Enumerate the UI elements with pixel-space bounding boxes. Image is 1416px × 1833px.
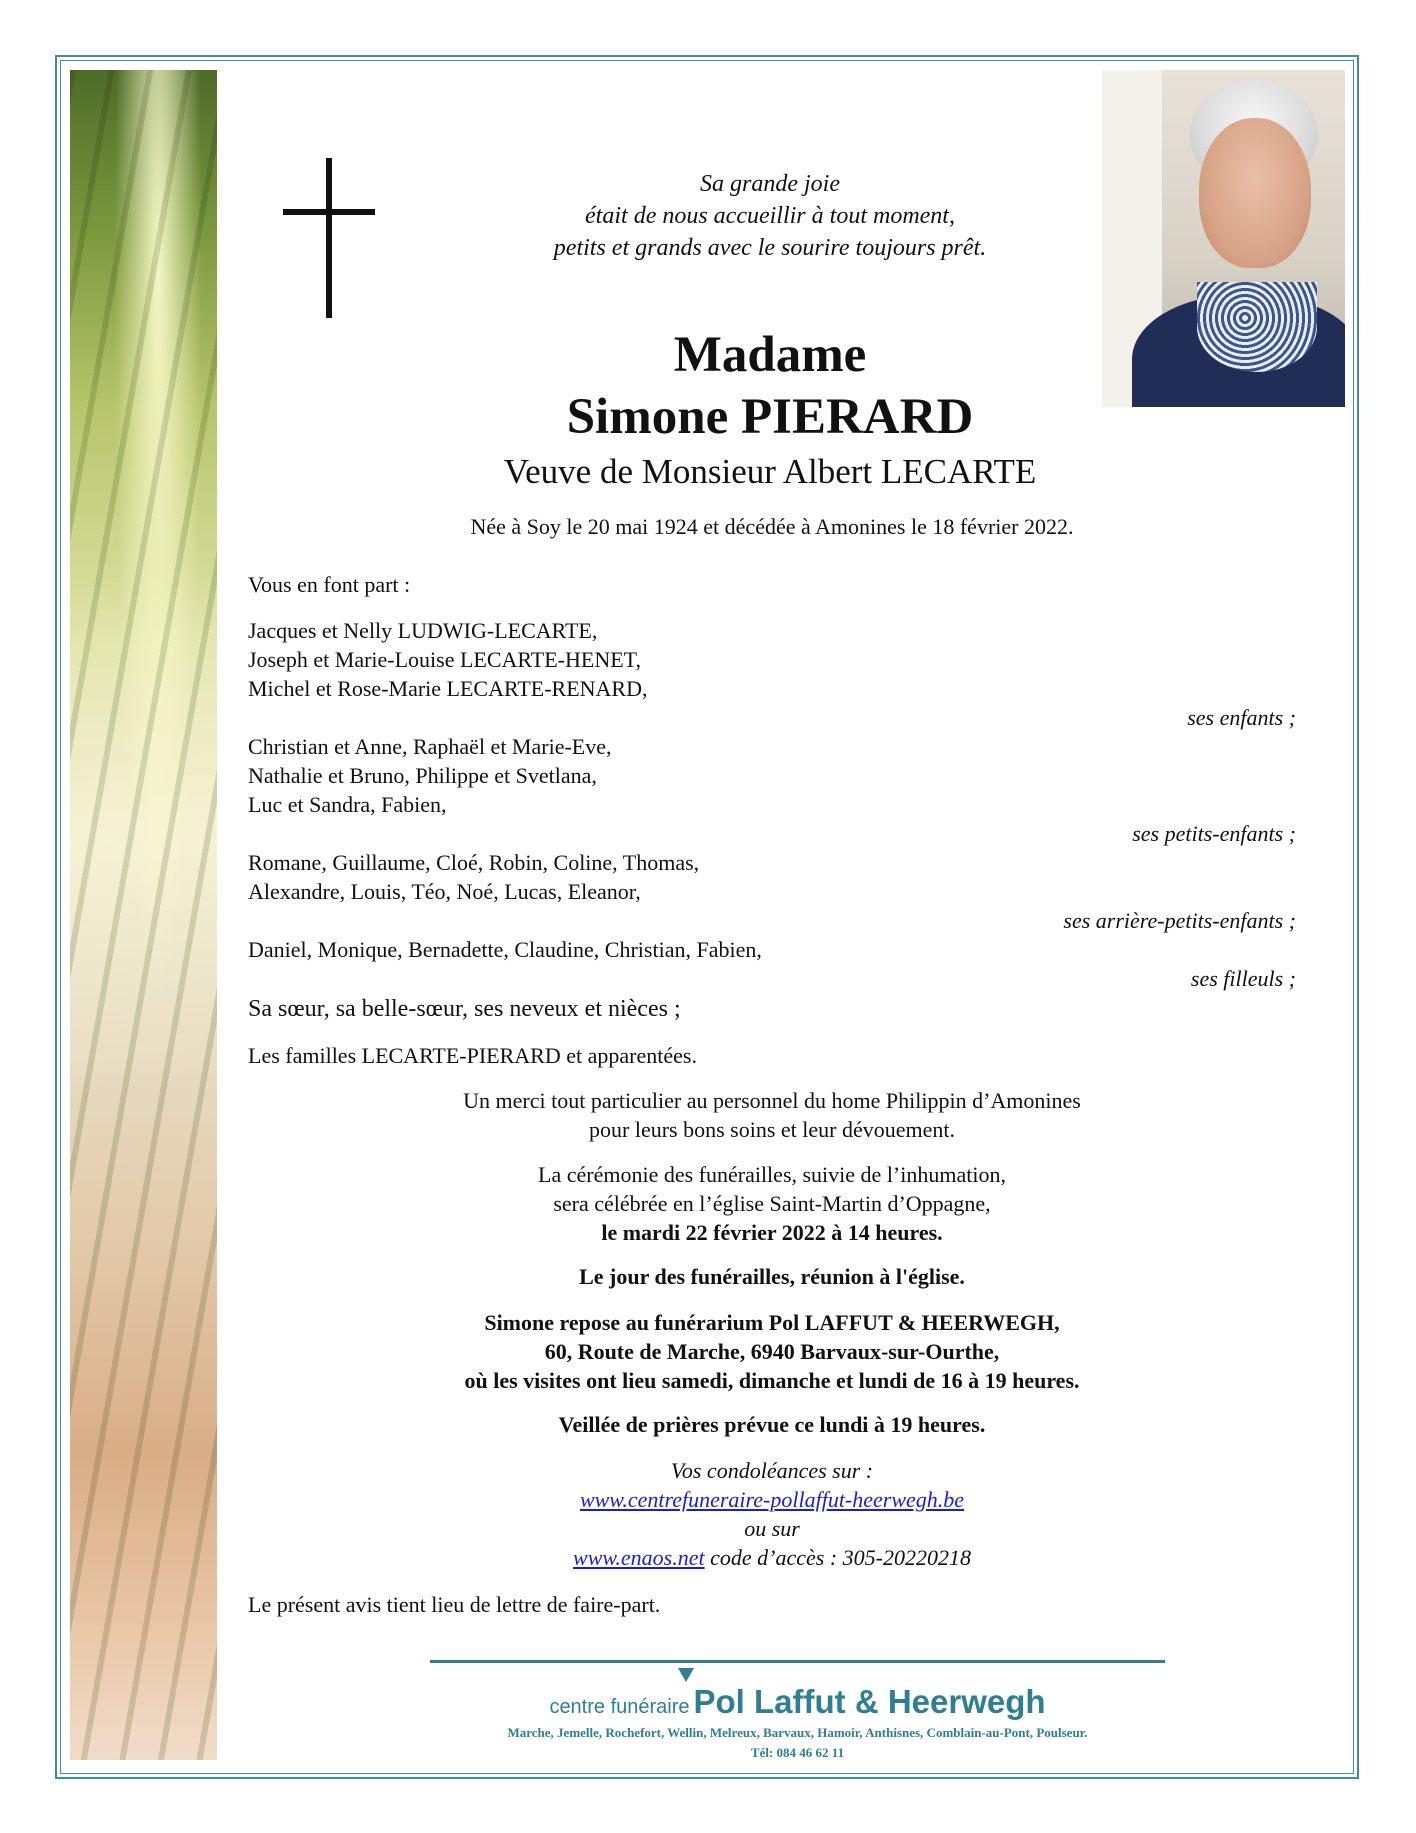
children-label: ses enfants ; <box>1187 705 1296 730</box>
list-item: Michel et Rose-Marie LECARTE-RENARD, <box>248 676 648 701</box>
closing-text: Le présent avis tient lieu de lettre de faire-part. <box>248 1592 661 1617</box>
logo-brand: Pol Laffut & Heerwegh <box>693 1683 1046 1720</box>
thanks-text <box>248 1086 1296 1144</box>
funerarium-line: Simone repose au funérarium Pol LAFFUT & HEERWEGH, <box>484 1310 1060 1335</box>
quote-line: était de nous accueillir à tout moment, <box>585 203 955 229</box>
condolences-intro: Vos condoléances sur : <box>670 1458 874 1483</box>
footer-phone: Tél: 084 46 62 11 <box>750 1745 845 1760</box>
list-item: Daniel, Monique, Bernadette, Claudine, Christian, Fabien, <box>248 937 762 962</box>
thanks-line: Un merci tout particulier au personnel du home Philippin d’Amonines <box>463 1088 1081 1113</box>
great-grandchildren-list <box>248 848 1296 906</box>
birth-death-dates: Née à Soy le 20 mai 1924 et décédée à Amonines le 18 février 2022. <box>470 514 1074 539</box>
funerarium-line: 60, Route de Marche, 6940 Barvaux-sur-Ourthe, <box>544 1339 1000 1364</box>
list-item: Jacques et Nelly LUDWIG-LECARTE, <box>248 618 598 643</box>
children-list <box>248 616 1296 703</box>
funerarium-text <box>248 1308 1296 1395</box>
list-item: Nathalie et Bruno, Philippe et Svetlana, <box>248 763 597 788</box>
footer-locations: Marche, Jemelle, Rochefort, Wellin, Melreux, Barvaux, Hamoir, Anthisnes, Comblain-au-Pont, Poulseur. <box>507 1725 1088 1740</box>
ceremony-text <box>248 1160 1296 1247</box>
siblings-text: Sa sœur, sa belle-sœur, ses neveux et nièces ; <box>248 996 681 1022</box>
godchildren-list <box>248 935 1296 964</box>
list-item: Luc et Sandra, Fabien, <box>248 792 447 817</box>
vigil-text: Veillée de prières prévue ce lundi à 19 heures. <box>558 1412 986 1437</box>
funerarium-line: où les visites ont lieu samedi, dimanche et lundi de 16 à 19 heures. <box>464 1368 1080 1393</box>
access-code: code d’accès : 305-20220218 <box>704 1545 971 1570</box>
list-item: Joseph et Marie-Louise LECARTE-HENET, <box>248 647 641 672</box>
quote-line: Sa grande joie <box>700 171 840 197</box>
deceased-name: Simone PIERARD <box>566 389 974 445</box>
widow-of: Veuve de Monsieur Albert LECARTE <box>503 452 1037 491</box>
ceremony-line: sera célébrée en l’église Saint-Martin d’Oppagne, <box>553 1191 991 1216</box>
ceremony-line: La cérémonie des funérailles, suivie de l’inhumation, <box>538 1162 1006 1187</box>
funeral-home-link[interactable]: www.centrefuneraire-pollaffut-heerwegh.be <box>579 1487 965 1512</box>
great-grandchildren-label: ses arrière-petits-enfants ; <box>1063 908 1296 933</box>
list-item: Christian et Anne, Raphaël et Marie-Eve, <box>248 734 612 759</box>
enaos-link[interactable]: www.enaos.net <box>573 1545 705 1570</box>
deceased-title: Madame <box>673 327 867 383</box>
forest-path-photo <box>70 70 217 1760</box>
godchildren-label: ses filleuls ; <box>1190 966 1296 991</box>
gathering-text: Le jour des funérailles, réunion à l'église. <box>579 1264 965 1289</box>
condolences-block <box>248 1456 1296 1572</box>
memorial-quote <box>420 168 1120 264</box>
latin-cross-icon <box>283 158 375 318</box>
grandchildren-list <box>248 732 1296 819</box>
funeral-home-logo <box>430 1683 1165 1721</box>
quote-line: petits et grands avec le sourire toujours prêt. <box>553 235 987 261</box>
thanks-line: pour leurs bons soins et leur dévouement. <box>589 1117 955 1142</box>
footer-divider <box>430 1660 1165 1663</box>
list-item: Romane, Guillaume, Cloé, Robin, Coline, Thomas, <box>248 850 700 875</box>
list-item: Alexandre, Louis, Téo, Noé, Lucas, Eleanor, <box>248 879 641 904</box>
ceremony-date: le mardi 22 février 2022 à 14 heures. <box>601 1220 943 1245</box>
grandchildren-label: ses petits-enfants ; <box>1132 821 1296 846</box>
intro-text: Vous en font part : <box>248 572 411 597</box>
footer-logo-mark-icon <box>678 1668 694 1682</box>
families-text: Les familles LECARTE-PIERARD et apparentées. <box>248 1043 697 1068</box>
condolences-or: ou sur <box>744 1516 800 1541</box>
logo-prefix: centre funéraire <box>549 1696 690 1718</box>
